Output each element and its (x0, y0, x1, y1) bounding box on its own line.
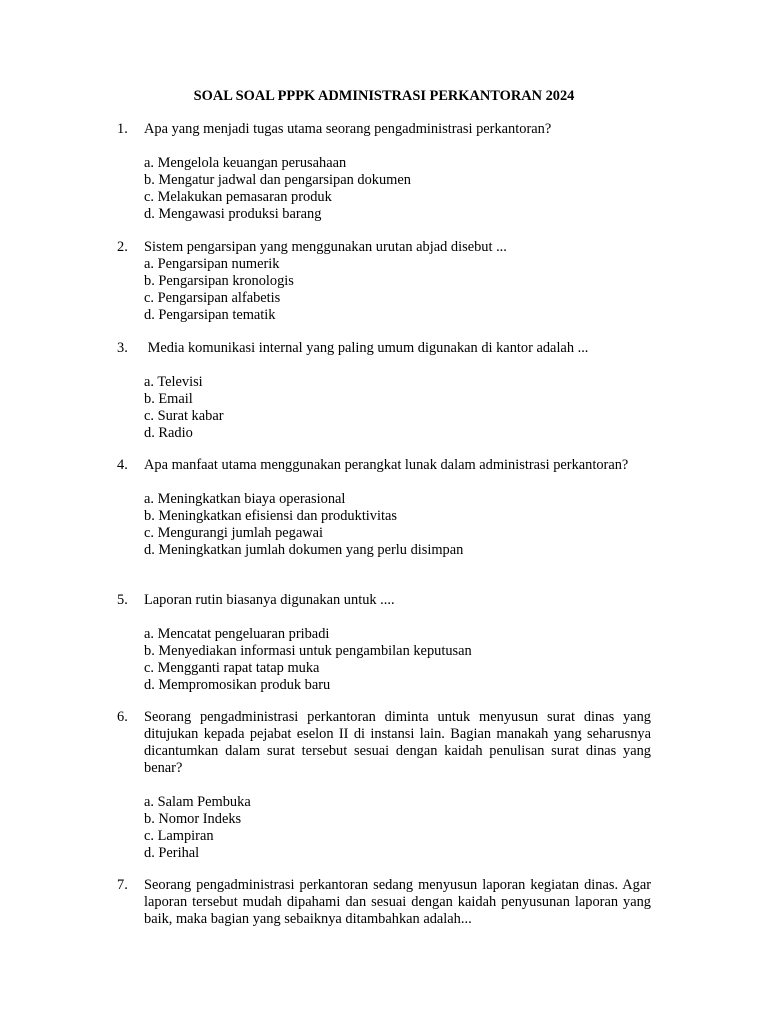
question-text: Media komunikasi internal yang paling umum digunakan di kantor adalah ... (144, 340, 589, 356)
option-c: c. Surat kabar (144, 408, 224, 424)
option-b: b. Pengarsipan kronologis (144, 273, 294, 289)
option-d: d. Meningkatkan jumlah dokumen yang perlu disimpan (144, 542, 464, 558)
option-b: b. Menyediakan informasi untuk pengambilan keputusan (144, 643, 472, 659)
option-b: b. Mengatur jadwal dan pengarsipan dokumen (144, 172, 411, 188)
options-list (144, 374, 651, 442)
option-a: a. Pengarsipan numerik (144, 256, 280, 272)
question-number: 6. (117, 709, 128, 725)
option-d: d. Mempromosikan produk baru (144, 677, 331, 693)
option-d: d. Radio (144, 425, 193, 441)
option-b: b. Email (144, 391, 193, 407)
option-c: c. Mengganti rapat tatap muka (144, 660, 320, 676)
options-list (144, 491, 651, 559)
option-c: c. Mengurangi jumlah pegawai (144, 525, 324, 541)
option-a: a. Mencatat pengeluaran pribadi (144, 626, 330, 642)
question-6 (117, 709, 651, 862)
option-b: b. Nomor Indeks (144, 811, 242, 827)
question-1 (117, 121, 651, 223)
question-2 (117, 239, 651, 324)
option-a: a. Televisi (144, 374, 203, 390)
question-3 (117, 340, 651, 442)
option-c: c. Lampiran (144, 828, 214, 844)
question-text: Seorang pengadministrasi perkantoran diminta untuk menyusun surat dinas yang ditujukan kepada pejabat eselon II di instansi lain. Bagian manakah yang seharusnya dicantumkan dalam surat tersebut sesuai dengan kaidah penulisan surat dinas yang benar? (144, 709, 651, 776)
options-list (144, 155, 651, 223)
question-number: 4. (117, 457, 128, 473)
options-list (144, 256, 651, 324)
question-text: Sistem pengarsipan yang menggunakan urutan abjad disebut ... (144, 239, 507, 255)
question-7 (117, 877, 651, 928)
question-number: 2. (117, 239, 128, 255)
question-text: Seorang pengadministrasi perkantoran sedang menyusun laporan kegiatan dinas. Agar laporan tersebut mudah dipahami dan sesuai dengan kaidah penyusunan laporan yang baik, maka bagian yang sebaiknya ditambahkan adalah... (144, 877, 651, 927)
option-d: d. Pengarsipan tematik (144, 307, 276, 323)
question-number: 5. (117, 592, 128, 608)
option-a: a. Mengelola keuangan perusahaan (144, 155, 347, 171)
question-text: Apa manfaat utama menggunakan perangkat lunak dalam administrasi perkantoran? (144, 457, 629, 473)
option-c: c. Melakukan pemasaran produk (144, 189, 332, 205)
option-b: b. Meningkatkan efisiensi dan produktivitas (144, 508, 397, 524)
question-text: Laporan rutin biasanya digunakan untuk .... (144, 592, 395, 608)
option-a: a. Meningkatkan biaya operasional (144, 491, 346, 507)
question-5 (117, 592, 651, 694)
question-text: Apa yang menjadi tugas utama seorang pengadministrasi perkantoran? (144, 121, 552, 137)
options-list (144, 626, 651, 694)
question-number: 3. (117, 340, 128, 356)
option-c: c. Pengarsipan alfabetis (144, 290, 281, 306)
option-a: a. Salam Pembuka (144, 794, 251, 810)
question-4 (117, 457, 651, 559)
option-d: d. Mengawasi produksi barang (144, 206, 322, 222)
question-number: 1. (117, 121, 128, 137)
option-d: d. Perihal (144, 845, 200, 861)
question-number: 7. (117, 877, 128, 893)
document-title: SOAL SOAL PPPK ADMINISTRASI PERKANTORAN 2024 (193, 88, 575, 104)
options-list (144, 794, 651, 862)
